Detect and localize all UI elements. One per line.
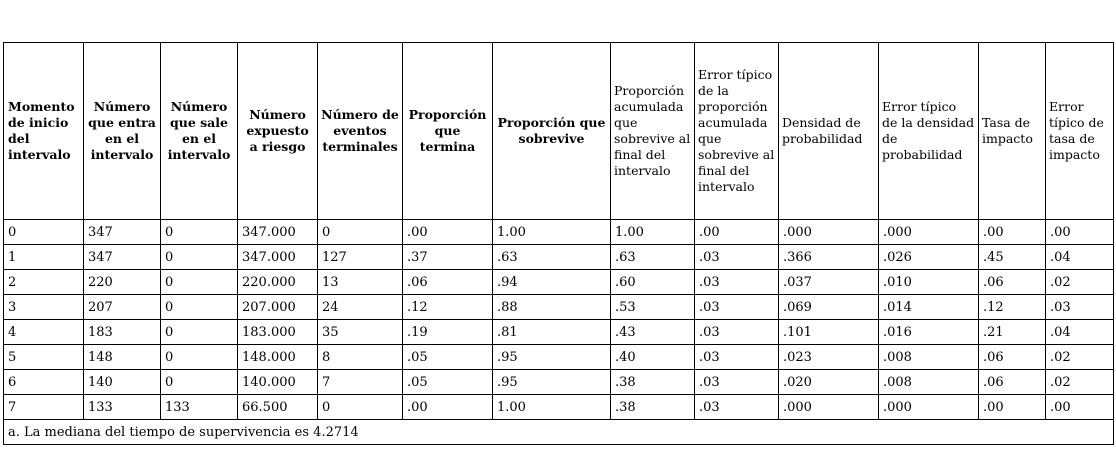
table-cell: 127: [318, 245, 403, 270]
table-cell: 0: [161, 245, 238, 270]
table-cell: 347.000: [238, 220, 318, 245]
table-cell: .06: [979, 370, 1046, 395]
table-row: [4, 295, 1114, 320]
table-cell: 7: [4, 395, 84, 420]
table-cell: .81: [493, 320, 611, 345]
table-footnote: a. La mediana del tiempo de supervivencia es 4.2714: [4, 420, 1114, 445]
table-cell: .53: [611, 295, 695, 320]
table-cell: 220: [84, 270, 161, 295]
table-cell: .03: [695, 295, 779, 320]
table-cell: 0: [161, 345, 238, 370]
table-cell: .95: [493, 345, 611, 370]
table-body: [4, 220, 1114, 420]
table-cell: .03: [695, 270, 779, 295]
table-cell: .00: [1046, 395, 1114, 420]
table-cell: .21: [979, 320, 1046, 345]
table-cell: .000: [879, 395, 979, 420]
table-cell: 0: [318, 395, 403, 420]
table-row: [4, 245, 1114, 270]
table-cell: 1.00: [611, 220, 695, 245]
table-cell: .63: [611, 245, 695, 270]
table-cell: .05: [403, 370, 493, 395]
header-cell: Momento de inicio del intervalo: [4, 43, 84, 220]
table-cell: .02: [1046, 270, 1114, 295]
table-row: [4, 370, 1114, 395]
table-cell: .94: [493, 270, 611, 295]
table-cell: .03: [695, 320, 779, 345]
table-cell: 140: [84, 370, 161, 395]
table-cell: 1: [4, 245, 84, 270]
table-cell: .03: [1046, 295, 1114, 320]
table-cell: 2: [4, 270, 84, 295]
table-cell: .04: [1046, 320, 1114, 345]
table-cell: .03: [695, 245, 779, 270]
footnote-row: [4, 420, 1114, 445]
table-cell: .02: [1046, 345, 1114, 370]
table-cell: .45: [979, 245, 1046, 270]
table-cell: 0: [4, 220, 84, 245]
table-row: [4, 345, 1114, 370]
table-cell: .95: [493, 370, 611, 395]
table-cell: .016: [879, 320, 979, 345]
header-cell: Número de eventos terminales: [318, 43, 403, 220]
table-cell: 4: [4, 320, 84, 345]
table-cell: 220.000: [238, 270, 318, 295]
table-cell: .00: [979, 220, 1046, 245]
table-cell: 133: [161, 395, 238, 420]
table-cell: 347.000: [238, 245, 318, 270]
table-cell: .60: [611, 270, 695, 295]
header-cell: Proporción acumulada que sobrevive al final del intervalo: [611, 43, 695, 220]
table-cell: .00: [695, 220, 779, 245]
table-cell: 6: [4, 370, 84, 395]
table-cell: 0: [161, 270, 238, 295]
table-cell: 0: [161, 370, 238, 395]
life-table: [3, 42, 1114, 445]
table-cell: 0: [161, 220, 238, 245]
table-row: [4, 320, 1114, 345]
table-cell: 0: [161, 295, 238, 320]
table-cell: .03: [695, 370, 779, 395]
table-cell: .63: [493, 245, 611, 270]
header-cell: Error típico de la densidad de probabilidad: [879, 43, 979, 220]
table-cell: .000: [879, 220, 979, 245]
header-cell: Densidad de probabilidad: [779, 43, 879, 220]
table-cell: .43: [611, 320, 695, 345]
table-cell: .12: [979, 295, 1046, 320]
table-cell: .008: [879, 370, 979, 395]
table-cell: .366: [779, 245, 879, 270]
table-cell: .04: [1046, 245, 1114, 270]
header-cell: Proporción que termina: [403, 43, 493, 220]
header-cell: Error típico de tasa de impacto: [1046, 43, 1114, 220]
table-cell: .88: [493, 295, 611, 320]
table-row: [4, 395, 1114, 420]
table-cell: .12: [403, 295, 493, 320]
table-cell: .026: [879, 245, 979, 270]
table-cell: .37: [403, 245, 493, 270]
table-cell: .000: [779, 220, 879, 245]
table-cell: 207.000: [238, 295, 318, 320]
table-cell: .010: [879, 270, 979, 295]
table-cell: 148: [84, 345, 161, 370]
table-cell: 140.000: [238, 370, 318, 395]
table-cell: .00: [1046, 220, 1114, 245]
table-cell: 7: [318, 370, 403, 395]
table-cell: .020: [779, 370, 879, 395]
table-cell: .023: [779, 345, 879, 370]
table-cell: 8: [318, 345, 403, 370]
table-cell: 1.00: [493, 395, 611, 420]
header-cell: Error típico de la proporción acumulada que sobrevive al final del intervalo: [695, 43, 779, 220]
header-cell: Número expuesto a riesgo: [238, 43, 318, 220]
table-cell: .008: [879, 345, 979, 370]
table-cell: .06: [979, 345, 1046, 370]
table-cell: .101: [779, 320, 879, 345]
header-cell: Número que entra en el intervalo: [84, 43, 161, 220]
table-cell: 35: [318, 320, 403, 345]
header-cell: Tasa de impacto: [979, 43, 1046, 220]
header-cell: Proporción que sobrevive: [493, 43, 611, 220]
table-cell: .05: [403, 345, 493, 370]
table-cell: 13: [318, 270, 403, 295]
header-cell: Número que sale en el intervalo: [161, 43, 238, 220]
table-cell: .03: [695, 395, 779, 420]
table-cell: .014: [879, 295, 979, 320]
table-cell: .00: [403, 220, 493, 245]
table-cell: .19: [403, 320, 493, 345]
table-cell: 5: [4, 345, 84, 370]
table-cell: .38: [611, 370, 695, 395]
table-cell: 133: [84, 395, 161, 420]
table-cell: .06: [403, 270, 493, 295]
table-cell: 24: [318, 295, 403, 320]
table-cell: 66.500: [238, 395, 318, 420]
table-cell: 183.000: [238, 320, 318, 345]
table-cell: .00: [979, 395, 1046, 420]
table-cell: 148.000: [238, 345, 318, 370]
table-cell: .02: [1046, 370, 1114, 395]
table-cell: .40: [611, 345, 695, 370]
table-row: [4, 220, 1114, 245]
table-cell: .069: [779, 295, 879, 320]
table-cell: .06: [979, 270, 1046, 295]
table-cell: 1.00: [493, 220, 611, 245]
table-cell: 183: [84, 320, 161, 345]
table-cell: 207: [84, 295, 161, 320]
table-row: [4, 270, 1114, 295]
table-cell: 347: [84, 245, 161, 270]
table-cell: 0: [318, 220, 403, 245]
table-cell: 0: [161, 320, 238, 345]
table-cell: .037: [779, 270, 879, 295]
table-cell: .03: [695, 345, 779, 370]
header-row: [4, 43, 1114, 220]
table-cell: .00: [403, 395, 493, 420]
table-cell: .38: [611, 395, 695, 420]
table-cell: .000: [779, 395, 879, 420]
table-cell: 3: [4, 295, 84, 320]
table-cell: 347: [84, 220, 161, 245]
